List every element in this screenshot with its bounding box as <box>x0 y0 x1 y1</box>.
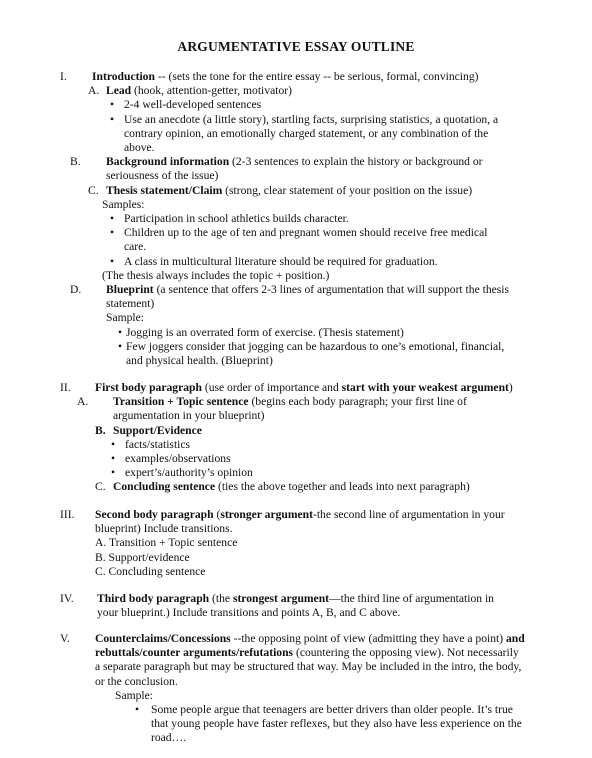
bullet-icon: • <box>110 212 115 226</box>
bullet-icon: • <box>110 98 115 112</box>
bullet-icon: • <box>110 112 115 126</box>
bullet-icon: • <box>118 325 123 339</box>
list-item: • Use an anecdote (a little story), startling facts, surprising statistics, a quotation, a contrary opinion, an emotionally charged statement, or any combination of the above. <box>110 112 499 155</box>
bullet-icon: • <box>111 466 116 480</box>
section-number: II. <box>60 381 71 394</box>
sample-label: Sample: <box>115 688 153 702</box>
list-item: • Jogging is an overrated form of exercise. (Thesis statement) <box>118 325 404 339</box>
list-item: • examples/observations <box>111 452 231 466</box>
list-item: C. Concluding sentence <box>95 564 206 578</box>
bullet-icon: • <box>110 254 115 268</box>
section-heading: Second body paragraph (stronger argument-the second line of argumentation in your blueprint) Include transitions. <box>95 508 505 536</box>
bullet-icon: • <box>118 339 123 353</box>
subsection-lead: A. Lead (hook, attention-getter, motivator) <box>88 84 292 98</box>
section-number: I. <box>60 70 67 83</box>
list-item: • Children up to the age of ten and pregnant women should receive free medical care. <box>110 226 488 254</box>
list-item: • expert’s/authority’s opinion <box>111 466 253 480</box>
subsection-support: B. Support/Evidence <box>95 423 202 437</box>
thesis-note: (The thesis always includes the topic + position.) <box>102 268 330 282</box>
bullet-icon: • <box>111 452 116 466</box>
samples-label: Samples: <box>102 197 145 211</box>
bullet-icon: • <box>135 703 140 717</box>
list-item: • Some people argue that teenagers are better drivers than older people. It’s true that young people have faster reflexes, but they also have less experience on the road…. <box>135 703 522 745</box>
subsection-blueprint: D. Blueprint (a sentence that offers 2-3 lines of argumentation that will support the thesis statement) <box>70 283 510 311</box>
section-number: IV. <box>60 592 74 605</box>
bullet-icon: • <box>110 226 115 240</box>
section-heading: Introduction -- (sets the tone for the entire essay -- be serious, formal, convincing) <box>92 70 479 83</box>
list-item: • Few joggers consider that jogging can be hazardous to one’s emotional, financial, and physical health. (Blueprint) <box>118 339 505 368</box>
list-item: • facts/statistics <box>111 437 191 451</box>
bullet-icon: • <box>111 437 116 451</box>
list-item: • A class in multicultural literature should be required for graduation. <box>110 254 438 268</box>
sample-label: Sample: <box>106 311 144 325</box>
document-title: ARGUMENTATIVE ESSAY OUTLINE <box>177 39 415 54</box>
subsection-concluding: C. Concluding sentence (ties the above together and leads into next paragraph) <box>95 480 470 494</box>
list-item: • 2-4 well-developed sentences <box>110 98 262 112</box>
section-heading: Counterclaims/Concessions --the opposing point of view (admitting they have a point) and rebuttals/counter arguments/refutations (countering the opposing view). Not necessarily a separate paragraph but may be structured that way. May be included in the intro, the body, or the conclusion. <box>95 632 525 688</box>
list-item: • Participation in school athletics builds character. <box>110 212 349 226</box>
section-heading: Third body paragraph (the strongest argument—the third line of argumentation in your blueprint.) Include transitions and points A, B, and C above. <box>97 592 494 620</box>
subsection-thesis: C. Thesis statement/Claim (strong, clear statement of your position on the issue) <box>88 183 473 197</box>
subsection-transition: A. Transition + Topic sentence (begins each body paragraph; your first line of argumentation in your blueprint) <box>77 395 467 423</box>
section-number: III. <box>60 508 75 521</box>
list-item: A. Transition + Topic sentence <box>95 536 238 550</box>
list-item: B. Support/evidence <box>95 550 190 564</box>
section-number: V. <box>60 632 70 645</box>
section-heading: First body paragraph (use order of importance and start with your weakest argument) <box>95 381 513 394</box>
subsection-background: B. Background information (2-3 sentences to explain the history or background or seriousness of the issue) <box>70 155 483 183</box>
